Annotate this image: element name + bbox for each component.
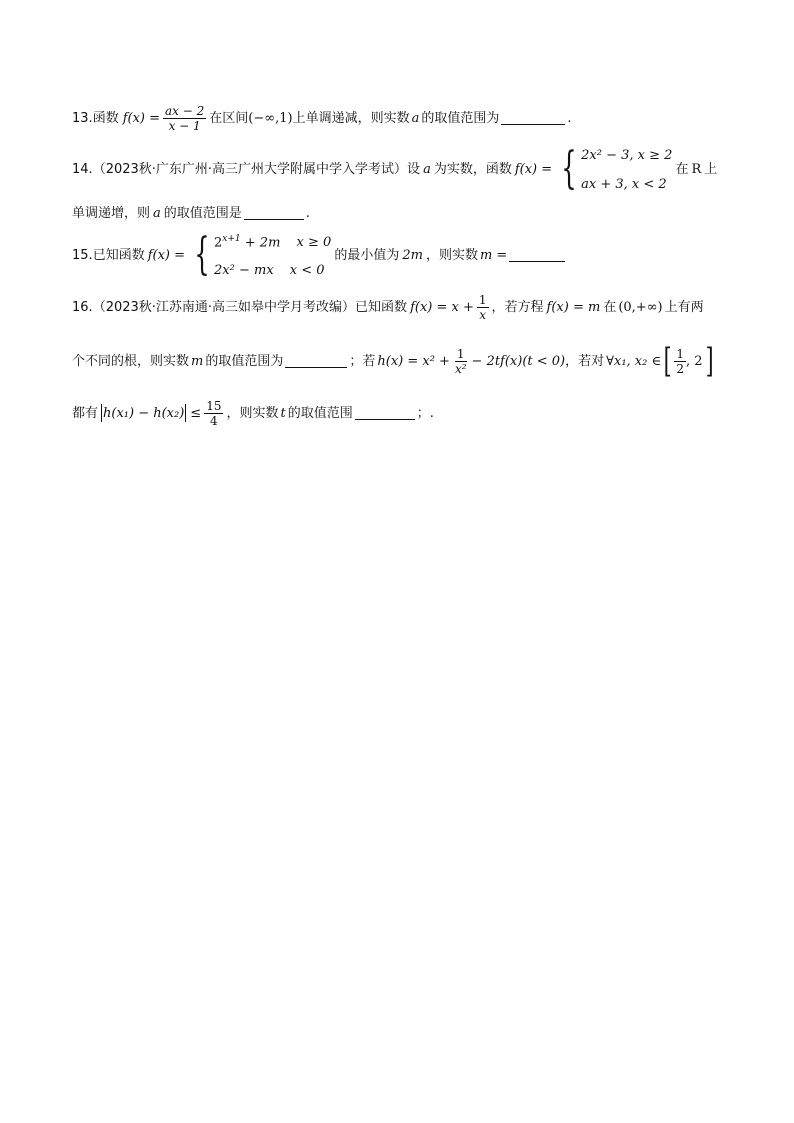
question-16-line3: [72, 392, 724, 434]
q14-func: f(x) =: [514, 161, 553, 177]
q16-line3-pre: 都有: [72, 405, 99, 421]
q16-mid: ，若方程: [491, 299, 544, 315]
q15-case2: [214, 264, 331, 277]
q14-source: （2023秋·广东广州·高三广州大学附属中学入学考试）: [92, 161, 408, 177]
q16-bracket-fraction: [674, 348, 686, 375]
q15-brace: {: [194, 229, 210, 280]
q13-post: 上单调递减，则实数: [292, 110, 410, 126]
q14-cases: [581, 148, 672, 191]
q14-R: R: [691, 161, 702, 177]
q16-interval: (0,+∞): [618, 299, 663, 315]
q16-br-num: 1: [676, 346, 685, 361]
q13-frac-num: ax − 2: [165, 103, 205, 118]
q13-interval: (−∞,1): [248, 110, 293, 126]
q16-line3-end: ；.: [416, 405, 434, 421]
q16-h-fraction: [453, 348, 469, 375]
q16-h-rest: − 2tf(x)(t < 0): [471, 353, 566, 369]
q16-forall: ∀x₁, x₂ ∈: [606, 353, 662, 369]
q15-case1-base: 2: [214, 234, 223, 250]
q14-end: .: [305, 205, 310, 221]
q14-case1: 2x² − 3, x ≥ 2: [581, 147, 673, 163]
q16-func: f(x) = x +: [410, 299, 474, 315]
q16-answer-blank-2[interactable]: [355, 407, 415, 420]
q13-mid: 在区间: [209, 110, 249, 126]
q16-answer-blank-1[interactable]: [285, 355, 347, 368]
q14-pre: 设: [407, 161, 421, 177]
q16-frac-den: x: [479, 307, 487, 322]
q15-post: ，则实数: [425, 247, 478, 263]
q16-line2-var: m: [191, 353, 204, 369]
q15-var: m =: [479, 247, 508, 263]
q16-abs-right: [185, 404, 186, 422]
q15-func: f(x) =: [147, 247, 186, 263]
q16-abs-left: [101, 404, 102, 422]
q16-leq: ≤: [190, 405, 202, 421]
q14-line2-post: 的取值范围是: [163, 205, 242, 221]
question-16: [72, 290, 724, 324]
q15-case2-expr: 2x² − mx: [214, 262, 274, 278]
q16-mid2: 在: [603, 299, 617, 315]
q14-mid: 为实数，函数: [433, 161, 512, 177]
q14-case2: ax + 3, x < 2: [581, 176, 667, 192]
q14-answer-blank[interactable]: [244, 207, 304, 220]
q13-post2: 的取值范围为: [421, 110, 500, 126]
q16-frac-num2: 15: [206, 398, 222, 413]
q15-pre: 已知函数: [92, 247, 145, 263]
q16-frac-den2: 4: [210, 413, 218, 428]
question-13: [72, 104, 724, 132]
q16-line2-post: ，若对: [565, 353, 605, 369]
q13-frac-den: x − 1: [168, 118, 201, 133]
question-15: [72, 229, 724, 280]
q15-answer-blank[interactable]: [509, 249, 565, 262]
q14-line2-pre: 单调递增，则: [72, 205, 151, 221]
q13-end: .: [567, 110, 572, 126]
q14-post: 在: [675, 161, 689, 177]
q16-h-def: h(x) = x² +: [377, 353, 450, 369]
q16-eq: f(x) = m: [546, 299, 601, 315]
q16-line2-mid: 的取值范围为: [205, 353, 284, 369]
q16-line3-mid: ，则实数: [226, 405, 279, 421]
q15-case2-cond: x < 0: [289, 262, 325, 278]
q16-abs-expr: h(x₁) − h(x₂): [103, 405, 185, 421]
q15-case1-rest: + 2m: [244, 234, 281, 250]
q16-line3-var: t: [280, 405, 286, 421]
q14-post-end: 上: [704, 161, 718, 177]
q16-source: （2023秋·江苏南通·高三如皋中学月考改编）: [92, 299, 356, 315]
q13-answer-blank[interactable]: [501, 112, 565, 125]
q14-brace: {: [561, 143, 577, 194]
q15-number: 15.: [72, 247, 93, 263]
question-14-line2: [72, 202, 724, 224]
q13-var: a: [411, 110, 420, 126]
q13-number: 13.: [72, 110, 93, 126]
q16-br-den: 2: [676, 361, 685, 376]
q16-line2-pre: 个不同的根，则实数: [72, 353, 190, 369]
q16-line3-post: 的取值范围: [287, 405, 353, 421]
q15-piecewise: [188, 229, 332, 280]
q14-var-a: a: [423, 161, 431, 177]
q13-fraction: [163, 105, 206, 132]
q15-case1-exp: x+1: [222, 233, 241, 244]
question-14: [72, 143, 724, 194]
q16-h-frac-num: 1: [456, 346, 465, 361]
q15-cases: [214, 234, 331, 277]
q16-fraction: [477, 294, 489, 321]
q16-fraction2: [204, 400, 223, 427]
q16-line2-sep: ；若: [349, 353, 376, 369]
q14-line2-var: a: [153, 205, 161, 221]
q16-post: 上有两: [664, 299, 704, 315]
q15-min-val: 2m: [402, 247, 423, 263]
q16-h-frac-den: x²: [454, 361, 467, 376]
q16-br-end: , 2: [686, 353, 703, 369]
q15-case1: [214, 235, 331, 249]
q16-number: 16.: [72, 299, 93, 315]
q16-right-bracket: ]: [705, 341, 714, 381]
q14-number: 14.: [72, 161, 93, 177]
q15-case1-cond: x ≥ 0: [296, 234, 332, 250]
q13-func: f(x) =: [122, 110, 161, 126]
q14-piecewise: [555, 143, 673, 194]
q16-frac-num: 1: [478, 292, 487, 307]
question-16-line2: [72, 340, 724, 382]
q13-pre: 函数: [92, 110, 119, 126]
q15-mid: 的最小值为: [334, 247, 400, 263]
q16-left-bracket: [: [663, 341, 672, 381]
q16-pre: 已知函数: [355, 299, 408, 315]
